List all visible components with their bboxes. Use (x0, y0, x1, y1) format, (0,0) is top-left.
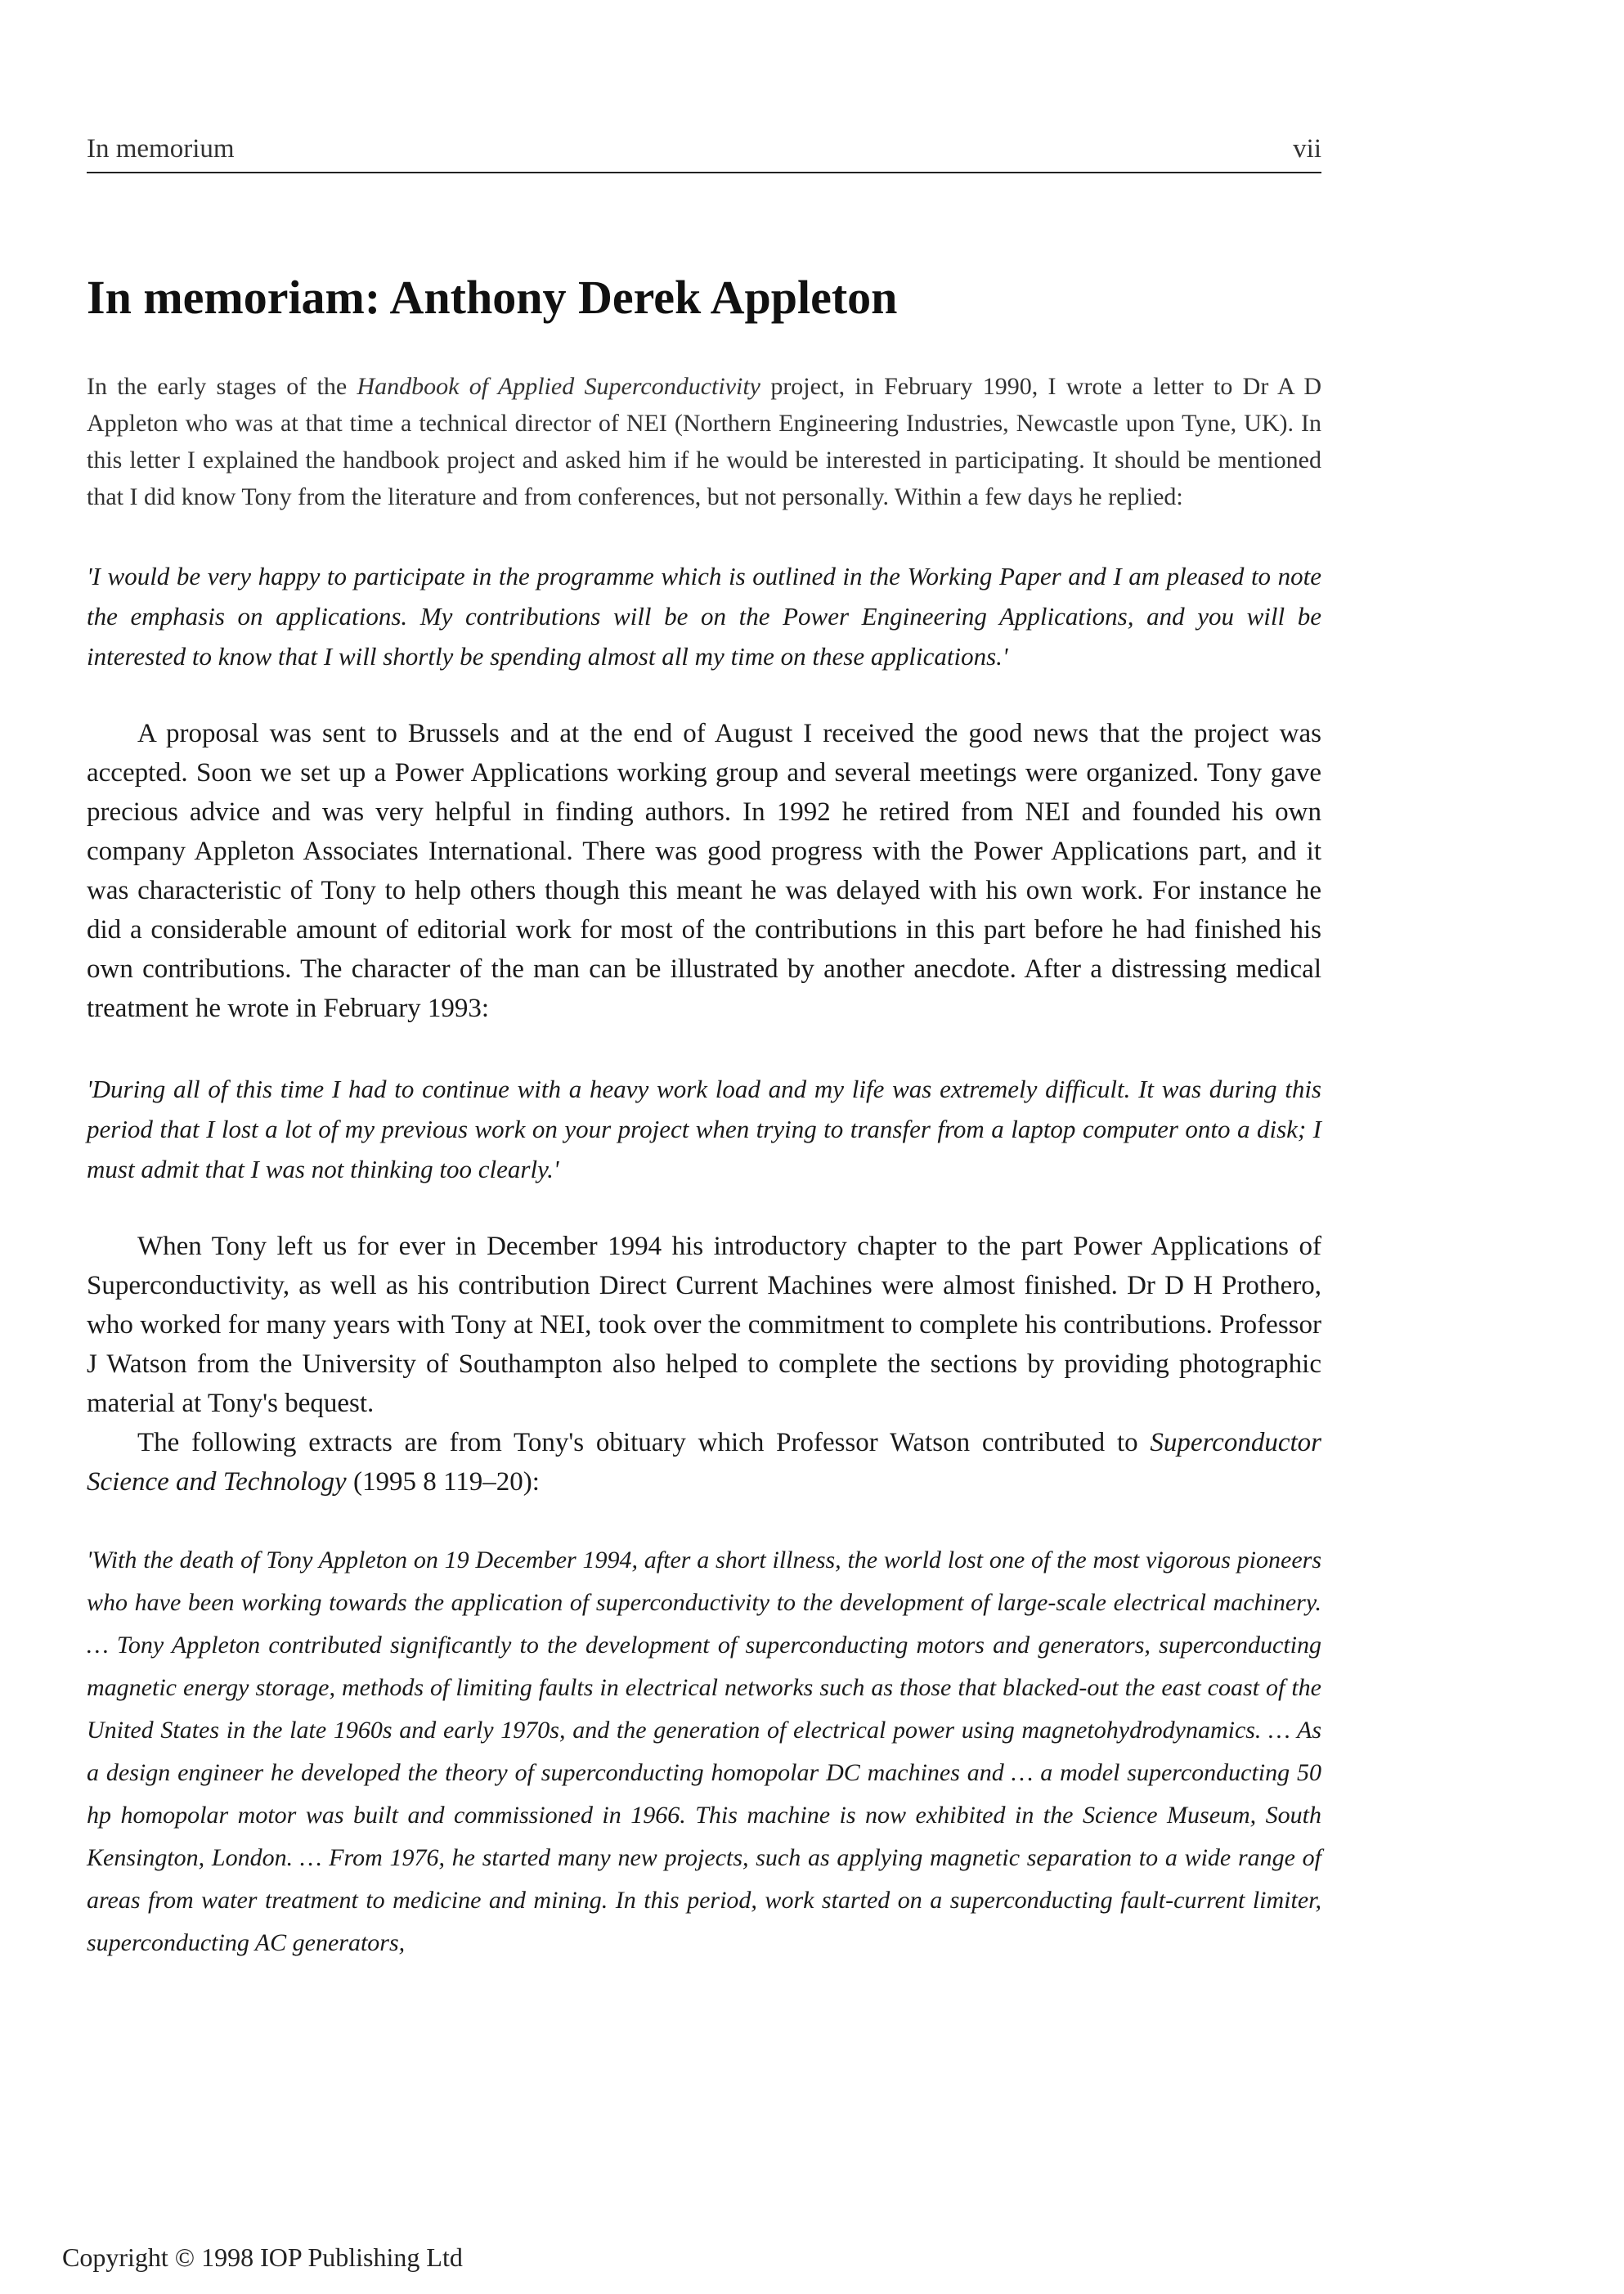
obituary-citation: (1995 8 119–20): (346, 1467, 540, 1497)
copyright-notice: Copyright © 1998 IOP Publishing Ltd (62, 2242, 463, 2272)
page-title: In memoriam: Anthony Derek Appleton (87, 271, 898, 324)
proposal-paragraph: A proposal was sent to Brussels and at the end of August I received the good news that the project was accepted. Soon we set up a Power Applications working group and several meetings were organized. Tony gave precious advice and was very helpful in finding authors. In 1992 he retired from NEI and founded his own company Appleton Associates International. There was good progress with the Power Applications part, and it was characteristic of Tony to help others though this meant he was delayed with his own work. For instance he did a considerable amount of editorial work for most of the contributions in this part before he had finished his own contributions. The character of the man can be illustrated by another anecdote. After a distressing medical treatment he wrote in February 1993: (87, 719, 1321, 1023)
page-number: vii (1293, 134, 1321, 164)
obituary-intro-paragraph (87, 1423, 1321, 1502)
journal-title: Superconductor Science and Technology (87, 1428, 1321, 1497)
obituary-quote: 'With the death of Tony Appleton on 19 December 1994, after a short illness, the world lost one of the most vigorous pioneers who have been working towards the application of superconductivity to the development of large-scale electrical machinery. … Tony Appleton contributed significantly to the development of superconducting motors and generators, superconducting magnetic energy storage, methods of limiting faults in electrical networks such as those that blacked-out the east coast of the United States in the late 1960s and early 1970s, and the generation of electrical power using magnetohydrodynamics. … As a design engineer he developed the theory of superconducting homopolar DC machines and … a model superconducting 50 hp homopolar motor was built and commissioned in 1966. This machine is now exhibited in the Science Museum, South Kensington, London. … From 1976, he started many new projects, such as applying magnetic separation to a wide range of areas from water treatment to medicine and mining. In this period, work started on a superconducting fault-current limiter, superconducting AC generators, (87, 1547, 1321, 1956)
intro-text-end: project, in February 1990, I wrote a letter to Dr A D Appleton who was at that time a technical director of NEI (Northern Engineering Industries, Newcastle upon Tyne, UK). In this letter I explained the handbook project and asked him if he would be interested in participating. It should be mentioned that I did know Tony from the literature and from conferences, but not personally. Within a few days he replied: (87, 373, 1321, 510)
obituary-intro-start: The following extracts are from Tony's obituary which Professor Watson contributed to (137, 1428, 1151, 1457)
medical-quote: 'During all of this time I had to continue with a heavy work load and my life was extremely difficult. It was during this period that I lost a lot of my previous work on your project when trying to transfer from a laptop computer onto a disk; I must admit that I was not thinking too clearly.' (87, 1075, 1321, 1183)
letter-quote: 'I would be very happy to participate in the programme which is outlined in the Working Paper and I am pleased to note the emphasis on applications. My contributions will be on the Power Engineering Applications, and you will be interested to know that I will shortly be spending almost all my time on these applications.' (87, 562, 1321, 671)
article-body (87, 368, 1321, 1964)
handbook-title: Handbook of Applied Superconductivity (357, 373, 760, 400)
intro-paragraph (87, 368, 1321, 515)
succession-paragraph: When Tony left us for ever in December 1994 his introductory chapter to the part Power Applications of Superconductivity, as well as his contribution Direct Current Machines were almost finished. Dr D H Prothero, who worked for many years with Tony at NEI, took over the commitment to complete his contributions. Professor J Watson from the University of Southampton also helped to complete the sections by providing photographic material at Tony's bequest. (87, 1232, 1321, 1418)
running-head (87, 129, 1321, 173)
intro-text-start: In the early stages of the (87, 373, 357, 400)
running-title: In memorium (87, 134, 235, 164)
